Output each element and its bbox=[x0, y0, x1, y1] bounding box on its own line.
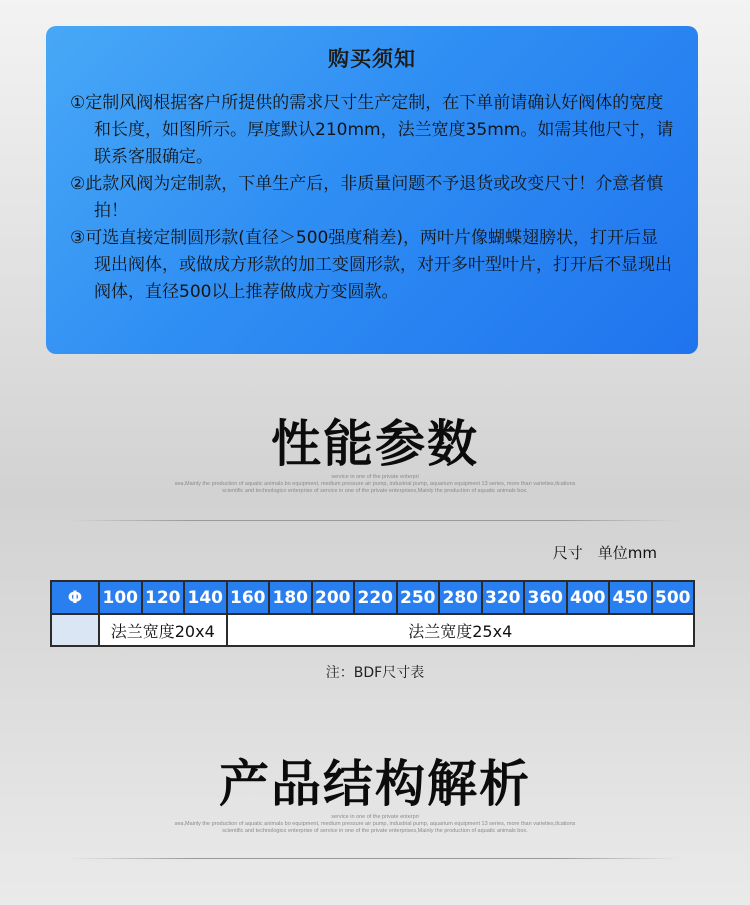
size-cell: 360 bbox=[524, 581, 567, 614]
structure-subtitle-1: service in one of the private enterpri bbox=[331, 814, 419, 820]
size-cell: 500 bbox=[652, 581, 695, 614]
flange-large-cell: 法兰宽度25x4 bbox=[227, 614, 695, 646]
structure-subtitle-2: sea,Mainly the production of aquatic animals bo equipment, medium pressure air pump, industrial pump, aquarium equipment 13 series, more than varieties,tlcations bbox=[174, 821, 576, 827]
size-cell: 320 bbox=[482, 581, 525, 614]
phi-header-cell: Φ bbox=[51, 581, 99, 614]
structure-section-header bbox=[0, 754, 750, 835]
size-cell: 450 bbox=[609, 581, 652, 614]
size-cell: 140 bbox=[184, 581, 227, 614]
notice-item-3: ③可选直接定制圆形款(直径＞500强度稍差)，两叶片像蝴蝶翅膀状，打开后显现出阀体，或做成方形款的加工变圆形款，对开多叶型叶片，打开后不显现出阀体，直径500以上推荐做成方变圆款。 bbox=[70, 228, 672, 302]
table-header-row bbox=[51, 581, 694, 614]
size-cell: 180 bbox=[269, 581, 312, 614]
performance-section-header bbox=[0, 414, 750, 495]
notice-title: 购买须知 bbox=[328, 47, 416, 71]
notice-item-2: ②此款风阀为定制款，下单生产后，非质量问题不予退货或改变尺寸！介意者慎拍！ bbox=[70, 174, 664, 221]
performance-divider bbox=[70, 520, 680, 521]
size-cell: 100 bbox=[99, 581, 142, 614]
size-cell: 160 bbox=[227, 581, 270, 614]
structure-divider bbox=[70, 858, 680, 859]
unit-label: 尺寸 单位mm bbox=[552, 544, 657, 562]
size-cell: 250 bbox=[397, 581, 440, 614]
flange-small-cell: 法兰宽度20x4 bbox=[99, 614, 227, 646]
purchase-notice-panel bbox=[46, 26, 698, 354]
size-cell: 120 bbox=[142, 581, 185, 614]
size-cell: 280 bbox=[439, 581, 482, 614]
size-cell: 200 bbox=[312, 581, 355, 614]
structure-title: 产品结构解析 bbox=[219, 755, 531, 813]
performance-subtitle-2: sea,Mainly the production of aquatic animals bo equipment, medium pressure air pump, industrial pump, aquarium equipment 13 series, more than varieties,tlcations bbox=[174, 481, 576, 487]
performance-subtitle-3: scientific and technologico enterprise of service in one of the private enterprises,Mainly the production of aquatic animals box. bbox=[222, 488, 528, 494]
performance-title: 性能参数 bbox=[271, 415, 479, 473]
size-cell: 400 bbox=[567, 581, 610, 614]
table-note: 注：BDF尺寸表 bbox=[325, 665, 425, 681]
notice-item-1: ①定制风阀根据客户所提供的需求尺寸生产定制，在下单前请确认好阀体的宽度和长度，如图所示。厚度默认210mm，法兰宽度35mm。如需其他尺寸，请联系客服确定。 bbox=[70, 93, 674, 167]
structure-subtitle-3: scientific and technologico enterprise of service in one of the private enterprises,Mainly the production of aquatic animals box. bbox=[222, 828, 528, 834]
size-cell: 220 bbox=[354, 581, 397, 614]
blank-cell bbox=[51, 614, 99, 646]
performance-subtitle-1: service in one of the private enterpri bbox=[331, 474, 419, 480]
table-flange-row bbox=[51, 614, 694, 646]
bdf-size-table bbox=[50, 580, 695, 647]
